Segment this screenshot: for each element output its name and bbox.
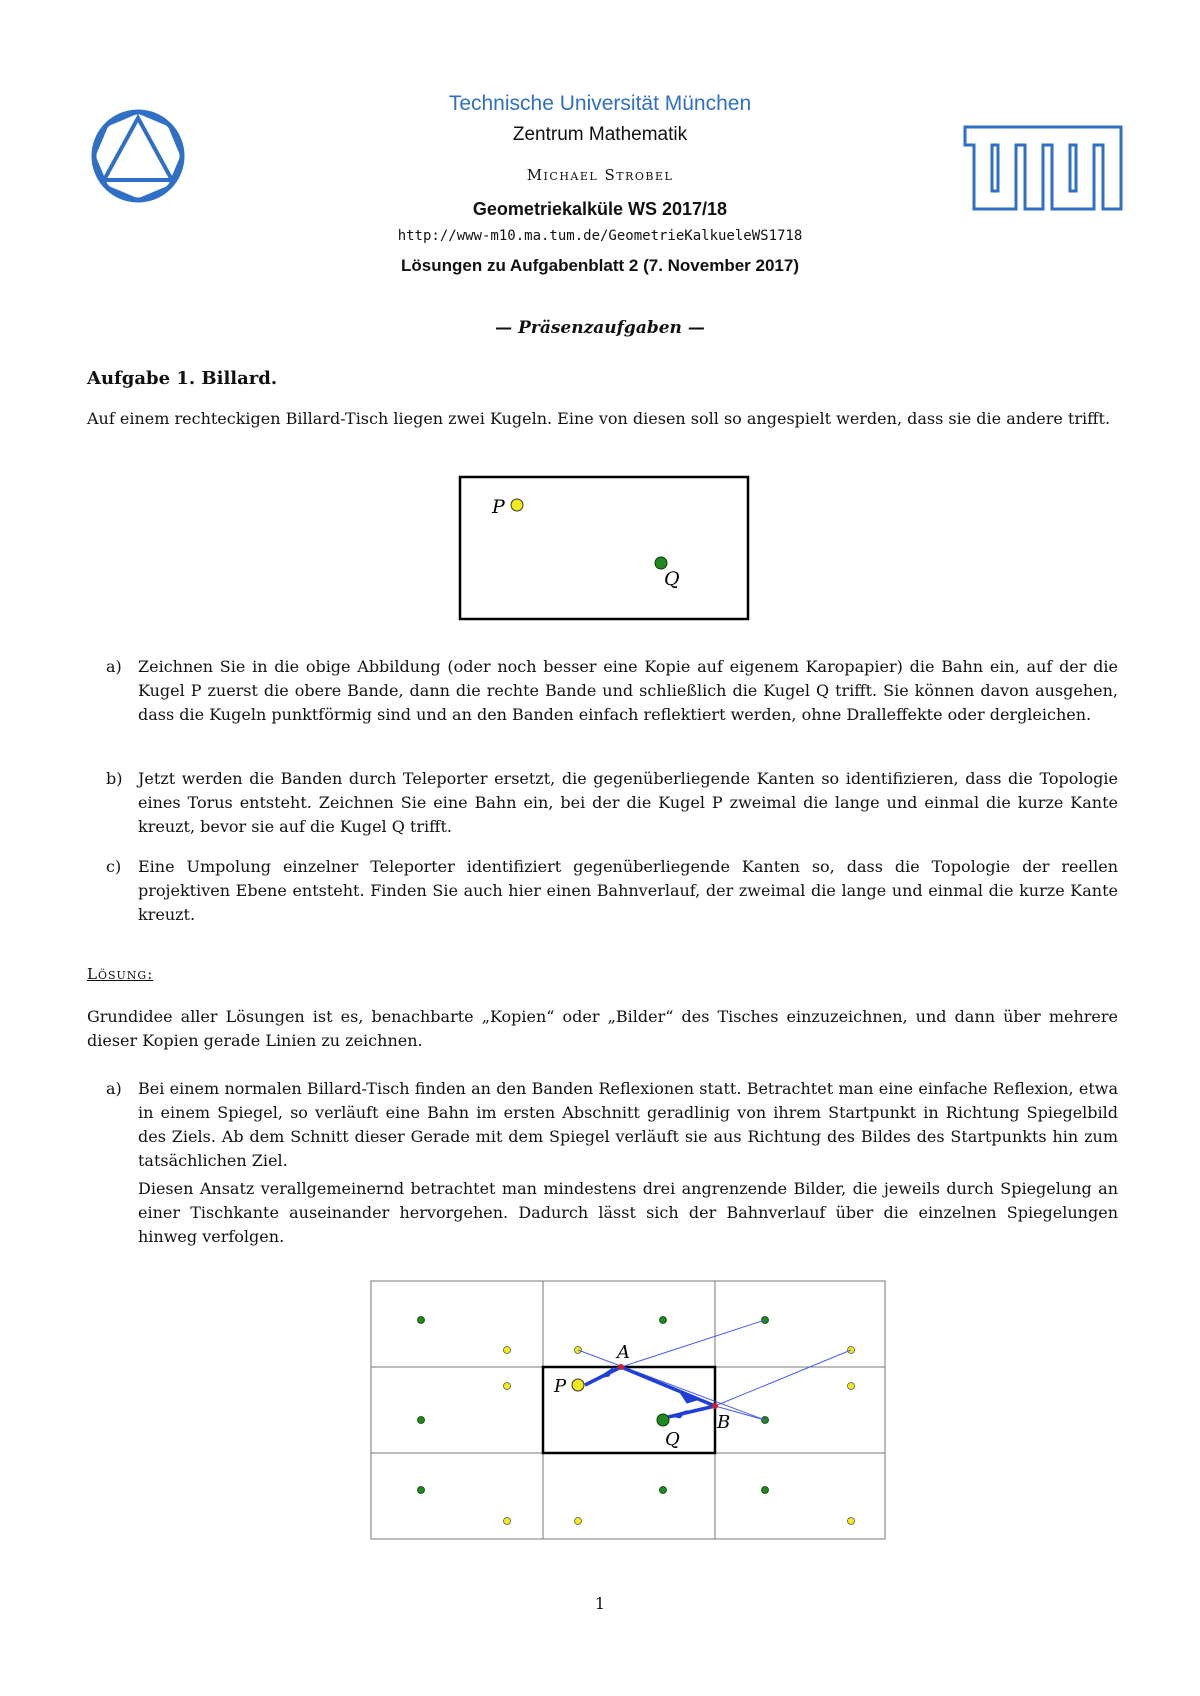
reflection-grid-figure (366, 1278, 886, 1543)
author-name: Michael Strobel (526, 166, 674, 184)
item-text: Zeichnen Sie in die obige Abbildung (oder noch besser eine Kopie auf eigenem Karopapier) die Bahn ein, auf der die Kugel P zuerst die obere Bande, dann die rechte Bande und schließlich die Kugel Q trifft. Sie können davon ausgehen, dass die Kugeln punktförmig sind und an den Banden einfach reflektiert werden, ohne Dralleffekte oder dergleichen. (138, 657, 1118, 724)
label-b: B (717, 1412, 731, 1433)
item-text-p1: Bei einem normalen Billard-Tisch finden an den Banden Reflexionen statt. Betrachtet man eine einfache Reflexion, etwa in einem Spiegel, so verläuft eine Bahn im ersten Abschnitt geradlinig von ihrem Startpunkt in Richtung Spiegelbild des Ziels. Ab dem Schnitt dieser Gerade mit dem Spiegel verläuft sie aus Richtung des Bildes des Startpunkts hin zum tatsächlichen Ziel. (138, 1079, 1118, 1170)
ball-q (657, 1414, 669, 1426)
label-q: Q (665, 1429, 680, 1450)
item-text-p2: Diesen Ansatz verallgemeinernd betrachtet man mindestens drei angrenzende Bilder, die jeweils durch Spiegelung an einer Tischkante auseinander hervorgehen. Dadurch lässt sich der Bahnverlauf über die einzelnen Spiegelungen hinweg verfolgen. (138, 1179, 1118, 1246)
item-label: a) (106, 1079, 122, 1098)
ball-p (511, 499, 523, 511)
label-p: P (492, 496, 505, 518)
label-a: A (617, 1342, 630, 1363)
course-title: Geometriekalküle WS 2017/18 (472, 199, 728, 219)
sheet-subtitle: Lösungen zu Aufgabenblatt 2 (7. November 2017) (401, 256, 799, 275)
item-text: Eine Umpolung einzelner Teleporter identifiziert gegenüberliegende Kanten so, dass die Topologie der reellen projektiven Ebene entsteht. Finden Sie auch hier einen Bahnverlauf, der zweimal die lange und einmal die kurze Kante kreuzt. (138, 857, 1118, 924)
solution-item-a (106, 1077, 1118, 1249)
item-text: Jetzt werden die Banden durch Teleporter ersetzt, die gegenüberliegende Kanten so identifizieren, dass die Topologie eines Torus entsteht. Zeichnen Sie eine Bahn ein, bei der die Kugel P zweimal die lange und einmal die kurze Kante kreuzt, bevor sie auf die Kugel Q trifft. (138, 769, 1118, 836)
ball-p (572, 1379, 584, 1391)
task-item-b (106, 767, 1118, 839)
university-name: Technische Universität München (448, 92, 752, 115)
task-item-a (106, 655, 1118, 727)
billiard-table-figure (455, 474, 755, 624)
task-intro: Auf einem rechteckigen Billard-Tisch liegen zwei Kugeln. Eine von diesen soll so angespielt werden, dass sie die andere trifft. (87, 409, 1111, 428)
page-number: 1 (594, 1594, 606, 1613)
department-name: Zentrum Mathematik (512, 124, 688, 145)
task-item-c (106, 855, 1118, 927)
item-label: a) (106, 657, 122, 676)
course-url[interactable]: http://www-m10.ma.tum.de/GeometrieKalkueleWS1718 (397, 228, 803, 244)
solution-intro: Grundidee aller Lösungen ist es, benachbarte „Kopien“ oder „Bilder“ des Tisches einzuzeichnen, und dann über mehrere dieser Kopien gerade Linien zu zeichnen. (87, 1007, 1118, 1050)
task-heading: Aufgabe 1. Billard. (87, 368, 278, 389)
item-label: b) (106, 769, 123, 788)
section-title: — Präsenzaufgaben — (495, 318, 705, 338)
zentrum-mathematik-logo-icon (90, 108, 186, 204)
item-label: c) (106, 857, 122, 876)
solution-heading: Lösung: (87, 965, 154, 983)
label-q: Q (664, 568, 680, 590)
center-table (543, 1367, 715, 1453)
label-p: P (554, 1376, 567, 1397)
